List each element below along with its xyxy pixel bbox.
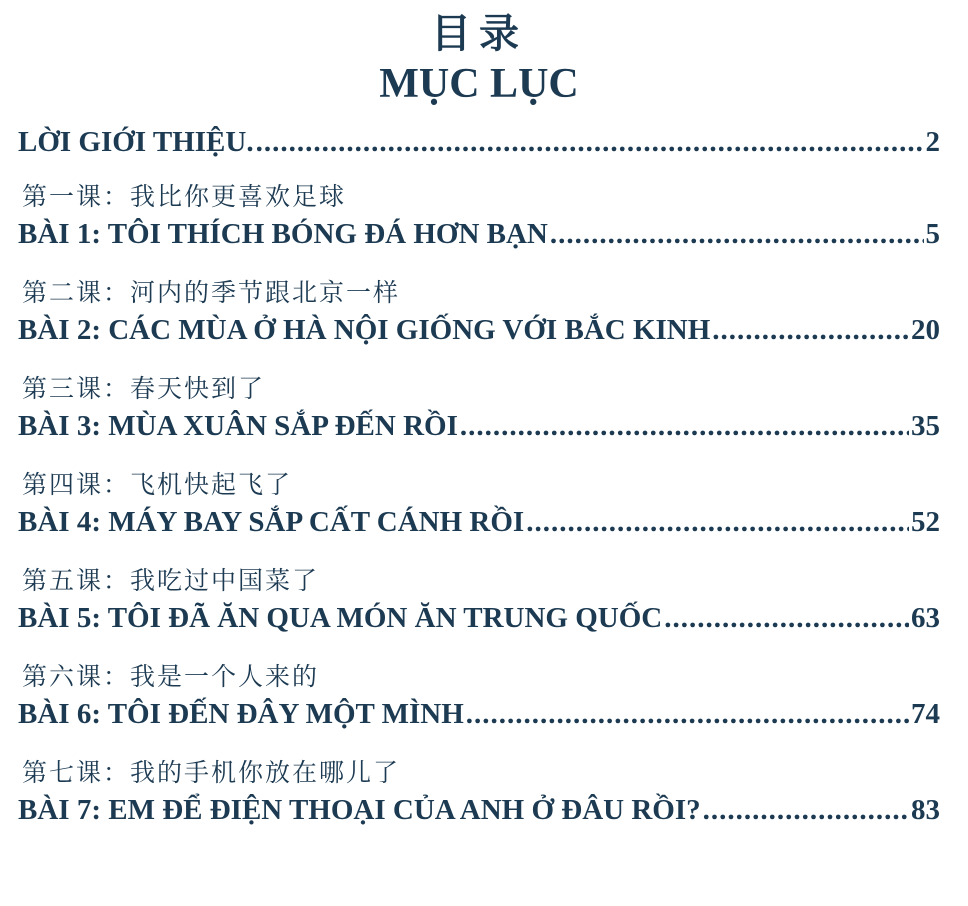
lesson-title-vietnamese: BÀI 7: EM ĐỂ ĐIỆN THOẠI CỦA ANH Ở ĐÂU RỒI? xyxy=(18,794,701,826)
dot-leader xyxy=(550,214,924,254)
dot-leader xyxy=(712,310,909,350)
toc-page-number: 5 xyxy=(925,218,940,250)
toc-page-number: 35 xyxy=(911,410,940,442)
lesson-title-chinese: 第一课：我比你更喜欢足球 xyxy=(22,182,347,211)
lesson-title-row xyxy=(18,406,940,446)
toc-page-number: 74 xyxy=(911,698,940,730)
dot-leader xyxy=(466,694,909,734)
toc-entry-lesson-3[interactable] xyxy=(18,372,940,446)
lesson-title-chinese: 第六课：我是一个人来的 xyxy=(22,662,320,691)
toc-entry-lesson-1[interactable] xyxy=(18,180,940,254)
toc-page-number: 20 xyxy=(911,314,940,346)
lesson-title-vietnamese: BÀI 3: MÙA XUÂN SẮP ĐẾN RỒI xyxy=(18,410,458,442)
lesson-title-vietnamese: BÀI 6: TÔI ĐẾN ĐÂY MỘT MÌNH xyxy=(18,698,464,730)
toc-entry-label: LỜI GIỚI THIỆU. xyxy=(18,126,254,158)
lesson-title-row xyxy=(18,310,940,350)
dot-leader xyxy=(664,598,909,638)
page-title-chinese: 目录 xyxy=(431,10,527,57)
lesson-title-chinese: 第四课：飞机快起飞了 xyxy=(22,470,293,499)
toc-page-number: 83 xyxy=(911,794,940,826)
dot-leader xyxy=(460,406,909,446)
lesson-title-chinese: 第七课：我的手机你放在哪儿了 xyxy=(22,758,401,787)
lesson-title-chinese: 第五课：我吃过中国菜了 xyxy=(22,566,320,595)
lesson-title-row xyxy=(18,598,940,638)
lesson-title-vietnamese: BÀI 4: MÁY BAY SẮP CẤT CÁNH RỒI xyxy=(18,506,525,538)
toc-entry-lesson-6[interactable] xyxy=(18,660,940,734)
toc-entry-lesson-4[interactable] xyxy=(18,468,940,542)
dot-leader xyxy=(526,502,909,542)
lesson-title-row xyxy=(18,502,940,542)
lesson-title-vietnamese: BÀI 2: CÁC MÙA Ở HÀ NỘI GIỐNG VỚI BẮC KINH xyxy=(18,314,711,346)
toc-page-number: 2 xyxy=(925,126,940,158)
page-title-vietnamese: MỤC LỤC xyxy=(379,61,579,107)
toc-entry-intro[interactable] xyxy=(18,122,940,162)
dot-leader xyxy=(703,790,909,830)
lesson-title-row xyxy=(18,694,940,734)
lesson-title-row xyxy=(18,214,940,254)
toc-entry-lesson-2[interactable] xyxy=(18,276,940,350)
lesson-title-chinese: 第二课：河内的季节跟北京一样 xyxy=(22,278,401,307)
lesson-title-chinese: 第三课：春天快到了 xyxy=(22,374,266,403)
lesson-title-vietnamese: BÀI 1: TÔI THÍCH BÓNG ĐÁ HƠN BẠN xyxy=(18,218,548,250)
toc-page-number: 63 xyxy=(911,602,940,634)
toc-entry-lesson-5[interactable] xyxy=(18,564,940,638)
dot-leader xyxy=(256,122,924,162)
lesson-title-row xyxy=(18,790,940,830)
lesson-title-vietnamese: BÀI 5: TÔI ĐÃ ĂN QUA MÓN ĂN TRUNG QUỐC xyxy=(18,602,663,634)
toc-page-number: 52 xyxy=(911,506,940,538)
toc-entry-lesson-7[interactable] xyxy=(18,756,940,830)
